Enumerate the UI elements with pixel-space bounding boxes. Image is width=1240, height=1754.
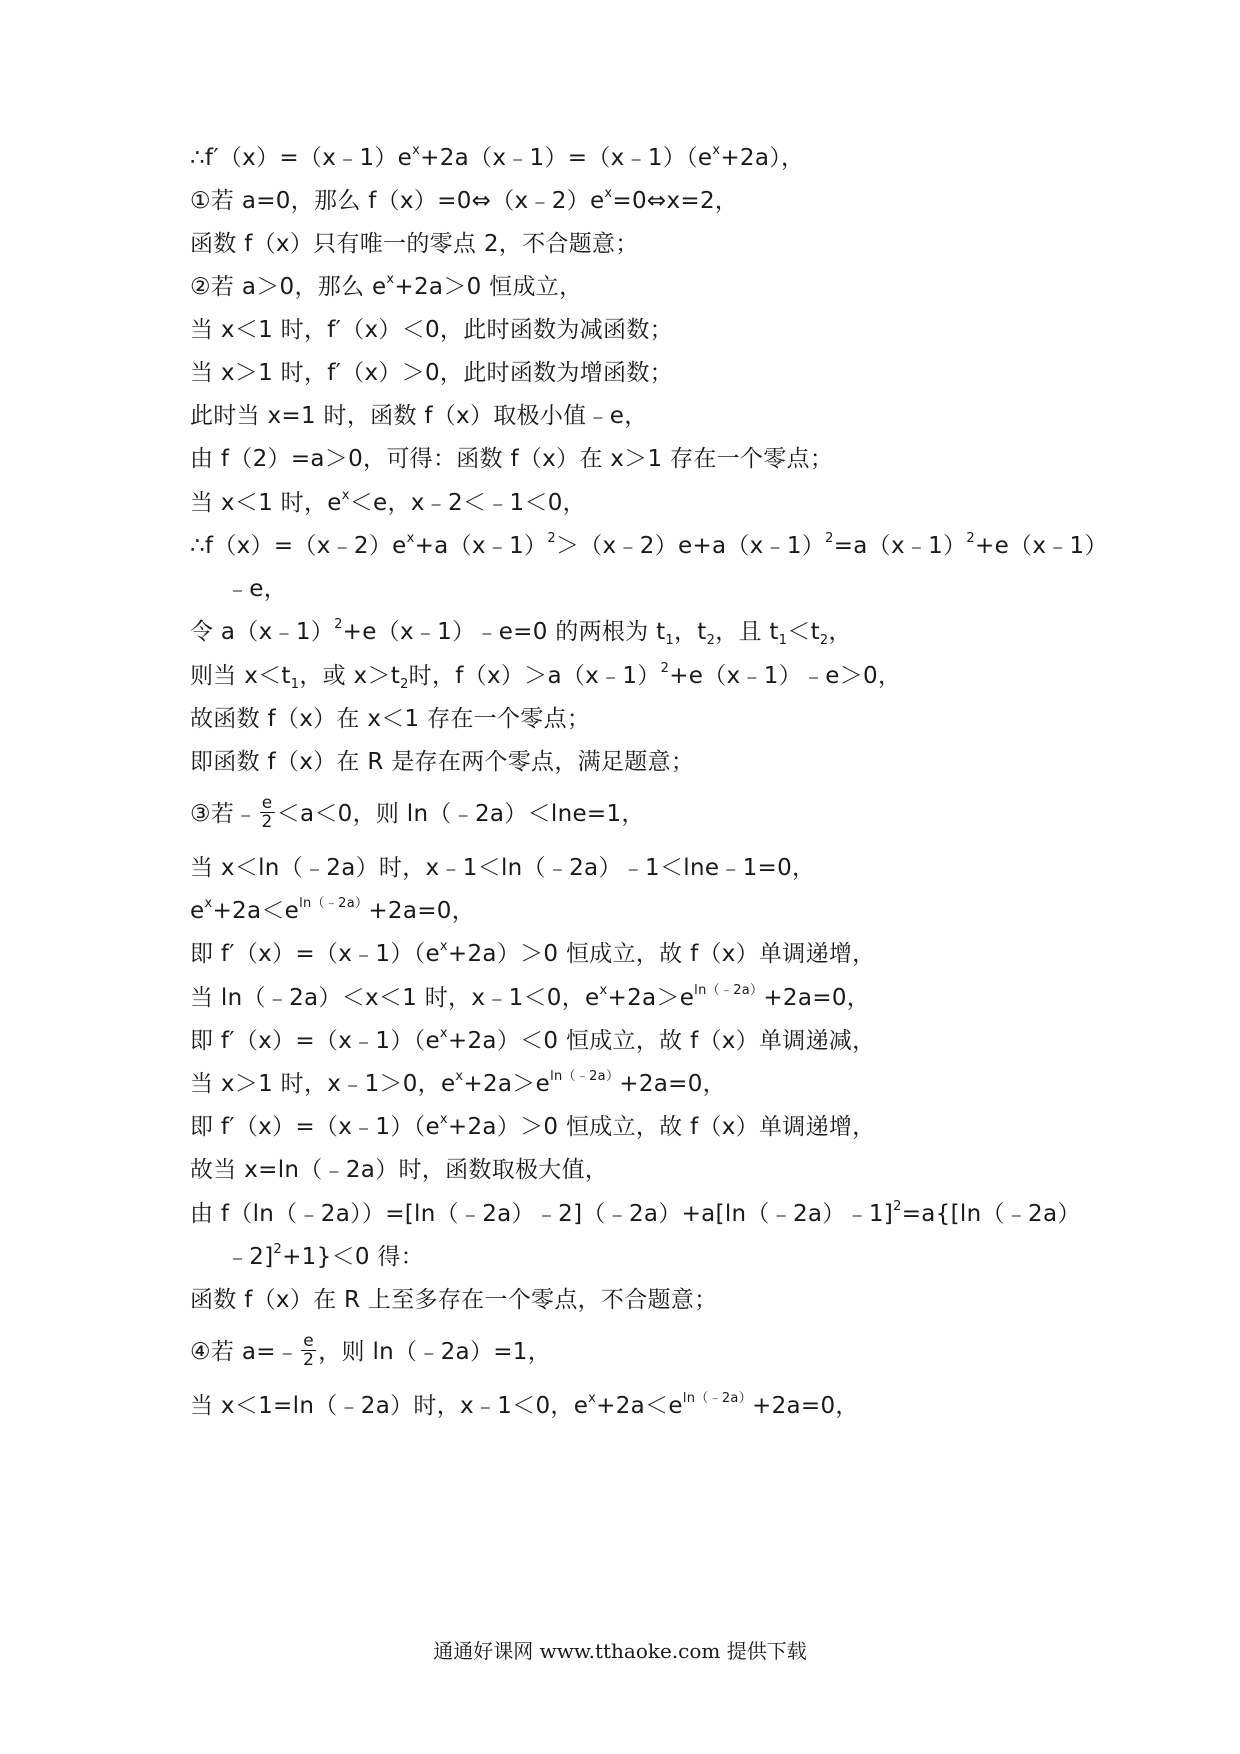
line-7: 此时当 x=1 时，函数 f（x）取极小值﹣e， xyxy=(190,403,648,429)
fraction-e-over-2: $\frac{e}{2}$ xyxy=(303,1331,315,1370)
line-18: $e^x+2a<e^{ln(﹣2a)}+2a=0$， xyxy=(190,896,476,924)
line-9: 当 x＜1 时，$e^x<e$，x﹣2＜﹣1＜0， xyxy=(190,488,586,516)
line-17: 当 x＜ln（﹣2a）时，x﹣1＜ln（﹣2a）﹣1＜lne﹣1=0， xyxy=(190,855,816,881)
line-24: 故当 x=ln（﹣2a）时，函数取极大值， xyxy=(190,1157,609,1183)
line-27: 函数 f（x）在 R 上至多存在一个零点，不合题意； xyxy=(190,1287,718,1313)
line-4: ②若 a＞0，那么 $e^x+2a>0$ 恒成立， xyxy=(190,272,583,300)
line-21: 即 $f'(x)=(x﹣1)(e^x+2a)<0$ 恒成立，故 f（x）单调递减， xyxy=(190,1026,876,1054)
line-22: 当 x＞1 时，x﹣1＞0，$e^x+2a>e^{ln(﹣2a)}+2a=0$， xyxy=(190,1069,726,1097)
line-16: ③若﹣ $\frac{e}{2}$ ＜a＜0，则 ln（﹣2a）＜lne=1， xyxy=(190,793,645,832)
line-3: 函数 f（x）只有唯一的零点 2，不合题意； xyxy=(190,231,639,257)
line-6: 当 x＞1 时，f′（x）＞0，此时函数为增函数； xyxy=(190,360,673,386)
line-14: 故函数 f（x）在 x＜1 存在一个零点； xyxy=(190,706,591,732)
line-10: $\therefore f(x)=(x﹣2)e^x+a(x﹣1)^2>(x﹣2)e+a(x﹣1)^2=a(x﹣1)^2+e(x﹣1)$ xyxy=(190,531,1108,559)
line-15: 即函数 f（x）在 R 是存在两个零点，满足题意； xyxy=(190,749,695,775)
line-26: ﹣2]$^2$+1}＜0 得： xyxy=(226,1242,424,1270)
line-28: ④若 a=﹣ $\frac{e}{2}$ ，则 ln（﹣2a）=1， xyxy=(190,1331,552,1370)
fraction-e-over-2: $\frac{e}{2}$ xyxy=(261,793,273,832)
line-19: 即 $f'(x)=(x﹣1)(e^x+2a)>0$ 恒成立，故 f（x）单调递增， xyxy=(190,939,876,967)
line-25: 由 f（ln（﹣2a））=[ln（﹣2a）﹣2]（﹣2a）+a[ln（﹣2a）﹣1]$^2$=a{[ln（﹣2a） xyxy=(190,1199,1081,1227)
line-1: $\therefore f'(x)=(x﹣1)e^x+2a(x﹣1)=(x﹣1)(e^x+2a)$， xyxy=(190,143,805,171)
line-2: ①若 a=0，那么 $f(x)=0\Leftrightarrow(x﹣2)e^x=0\Leftrightarrow x=2$， xyxy=(190,186,739,214)
line-5: 当 x＜1 时，f′（x）＜0，此时函数为减函数； xyxy=(190,317,673,343)
line-23: 即 $f'(x)=(x﹣1)(e^x+2a)>0$ 恒成立，故 f（x）单调递增， xyxy=(190,1112,876,1140)
line-29: 当 x＜1=ln（﹣2a）时，x﹣1＜0，$e^x+2a<e^{ln(﹣2a)}+2a=0$， xyxy=(190,1391,859,1419)
line-8: 由 f（2）=a＞0，可得：函数 f（x）在 x＞1 存在一个零点； xyxy=(190,446,834,472)
line-11: ﹣e， xyxy=(226,576,288,602)
line-20: 当 ln（﹣2a）＜x＜1 时，x﹣1＜0，$e^x+2a>e^{ln(﹣2a)}+2a=0$， xyxy=(190,983,871,1011)
page-footer: 通通好课网 www.tthaoke.com 提供下载 xyxy=(433,1639,807,1663)
line-12: 令 a（x﹣1）$^2$+e（x﹣1）﹣e=0 的两根为 $t_1$，$t_2$，且 $t_1<t_2$， xyxy=(190,617,852,648)
line-13: 则当 $x<t_1$，或 $x>t_2$时，f（x）＞a（x﹣1）$^2$+e（x﹣1）﹣e＞0， xyxy=(190,661,902,692)
